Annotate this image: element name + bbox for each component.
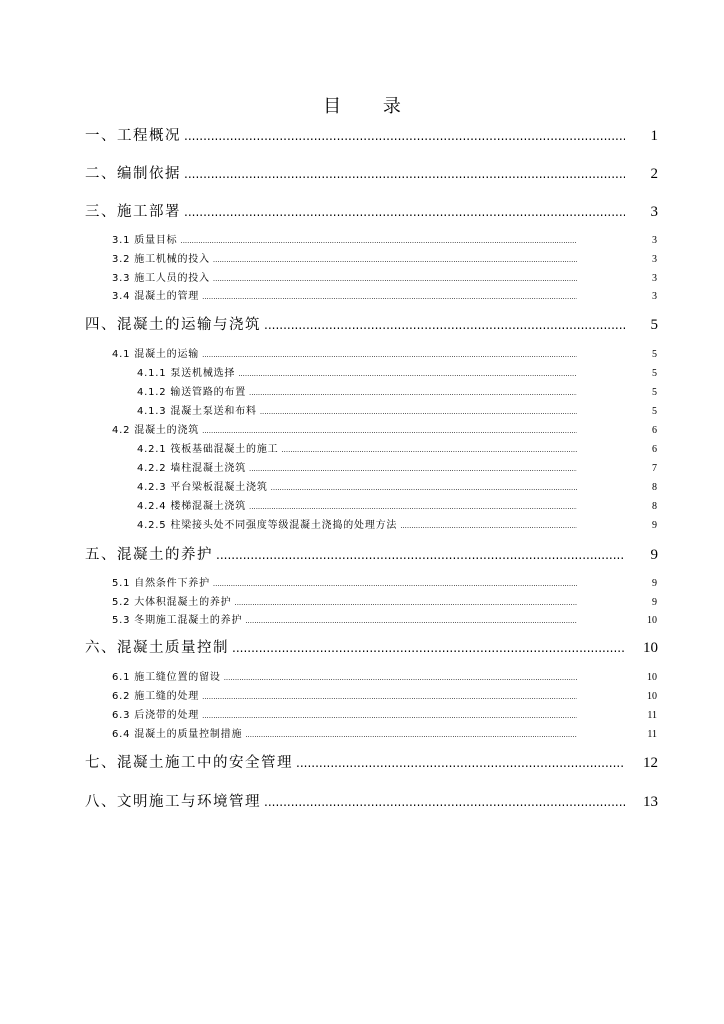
toc-leader xyxy=(245,617,577,625)
toc-leader xyxy=(202,351,577,359)
toc-leader xyxy=(184,129,625,143)
toc-page-number: 5 xyxy=(652,387,657,398)
toc-entry[interactable] xyxy=(137,497,657,512)
toc-entry-label: 6.4 混凝土的质量控制措施 xyxy=(112,729,243,740)
toc-entry-label: 5.3 冬期施工混凝土的养护 xyxy=(112,615,243,626)
toc-entry-label: 七、混凝土施工中的安全管理 xyxy=(85,755,293,771)
toc-entry-label: 4.1.1 泵送机械选择 xyxy=(137,368,236,379)
toc-page-number: 10 xyxy=(647,672,657,683)
toc-leader xyxy=(400,522,577,530)
toc-leader xyxy=(213,580,577,588)
toc-page-number: 3 xyxy=(652,254,657,265)
toc-entry[interactable] xyxy=(85,751,658,772)
toc-page-number: 11 xyxy=(647,710,657,721)
toc-entry-label: 4.2.5 柱梁接头处不同强度等级混凝土浇捣的处理方法 xyxy=(137,520,398,531)
toc-entry[interactable] xyxy=(112,706,657,721)
toc-leader xyxy=(260,408,577,416)
toc-entry-label: 八、文明施工与环境管理 xyxy=(85,794,261,810)
toc-entry[interactable] xyxy=(112,231,657,246)
toc-entry-label: 4.2.2 墙柱混凝土浇筑 xyxy=(137,463,247,474)
toc-page-number: 5 xyxy=(652,406,657,417)
toc-entry-label: 5.1 自然条件下养护 xyxy=(112,578,210,589)
toc-page-number: 2 xyxy=(650,166,658,182)
toc-entry[interactable] xyxy=(112,250,657,265)
toc-entry-label: 4.2.3 平台梁板混凝土浇筑 xyxy=(137,482,268,493)
toc-page-number: 7 xyxy=(652,463,657,474)
toc-entry-label: 3.3 施工人员的投入 xyxy=(112,273,210,284)
toc-entry[interactable] xyxy=(112,725,657,740)
toc-page-number: 5 xyxy=(652,349,657,360)
toc-page-number: 9 xyxy=(652,578,657,589)
toc-entry[interactable] xyxy=(137,402,657,417)
toc-entry[interactable] xyxy=(137,516,657,531)
toc-page-number: 12 xyxy=(643,755,658,771)
toc-page-number: 11 xyxy=(647,729,657,740)
toc-leader xyxy=(202,427,577,435)
toc-entry[interactable] xyxy=(137,440,657,455)
toc-leader xyxy=(249,465,577,473)
toc-entry-label: 六、混凝土质量控制 xyxy=(85,640,229,656)
toc-page-number: 13 xyxy=(643,794,658,810)
toc-leader xyxy=(202,293,577,301)
toc-entry-label: 4.1.2 输送管路的布置 xyxy=(137,387,247,398)
toc-entry-label: 一、工程概况 xyxy=(85,128,181,144)
toc-entry-label: 4.1.3 混凝土泵送和布料 xyxy=(137,406,257,417)
toc-leader xyxy=(184,205,625,219)
toc-entry[interactable] xyxy=(112,269,657,284)
toc-entry[interactable] xyxy=(112,574,657,589)
toc-page-number: 10 xyxy=(647,691,657,702)
toc-entry[interactable] xyxy=(112,687,657,702)
toc-entry-label: 三、施工部署 xyxy=(85,204,181,220)
toc-page-number: 9 xyxy=(652,520,657,531)
toc-entry[interactable] xyxy=(112,668,657,683)
toc-page-number: 5 xyxy=(650,317,658,333)
toc-leader xyxy=(249,389,577,397)
toc-entry[interactable] xyxy=(137,459,657,474)
toc-leader xyxy=(281,446,577,454)
toc-entry-label: 6.1 施工缝位置的留设 xyxy=(112,672,221,683)
toc-entry-label: 5.2 大体积混凝土的养护 xyxy=(112,597,232,608)
toc-entry-label: 6.2 施工缝的处理 xyxy=(112,691,200,702)
toc-page-number: 3 xyxy=(652,235,657,246)
toc-leader xyxy=(184,167,625,181)
toc-entry[interactable] xyxy=(85,543,658,564)
toc-page-number: 1 xyxy=(650,128,658,144)
toc-leader xyxy=(213,275,577,283)
toc-entry-label: 4.2.1 筏板基础混凝土的施工 xyxy=(137,444,279,455)
toc-leader xyxy=(271,484,577,492)
toc-leader xyxy=(202,712,577,720)
toc-entry-label: 4.2 混凝土的浇筑 xyxy=(112,425,200,436)
toc-entry-label: 6.3 后浇带的处理 xyxy=(112,710,200,721)
toc-entry[interactable] xyxy=(85,162,658,183)
toc-leader xyxy=(180,237,577,245)
toc-entry-label: 3.4 混凝土的管理 xyxy=(112,291,200,302)
toc-page-number: 8 xyxy=(652,501,657,512)
toc-entry[interactable] xyxy=(112,345,657,360)
toc-leader xyxy=(202,693,577,701)
toc-entry-label: 3.2 施工机械的投入 xyxy=(112,254,210,265)
toc-leader xyxy=(234,599,577,607)
toc-entry-label: 4.2.4 楼梯混凝土浇筑 xyxy=(137,501,247,512)
toc-entry[interactable] xyxy=(85,636,658,657)
toc-entry[interactable] xyxy=(137,364,657,379)
toc-leader xyxy=(249,503,577,511)
toc-entry[interactable] xyxy=(112,287,657,302)
toc-leader xyxy=(216,548,625,562)
toc-entry[interactable] xyxy=(85,790,658,811)
toc-entry[interactable] xyxy=(112,421,657,436)
toc-leader xyxy=(264,318,625,332)
toc-page-number: 8 xyxy=(652,482,657,493)
toc-entry[interactable] xyxy=(85,124,658,145)
toc-entry[interactable] xyxy=(112,593,657,608)
toc-entry-label: 五、混凝土的养护 xyxy=(85,547,213,563)
toc-page-number: 3 xyxy=(652,291,657,302)
toc-page-number: 10 xyxy=(643,640,658,656)
toc-leader xyxy=(224,674,577,682)
toc-page-number: 3 xyxy=(650,204,658,220)
toc-page-number: 3 xyxy=(652,273,657,284)
toc-entry[interactable] xyxy=(85,200,658,221)
toc-leader xyxy=(232,641,625,655)
toc-entry[interactable] xyxy=(137,478,657,493)
toc-entry-label: 3.1 质量目标 xyxy=(112,235,178,246)
toc-entry-label: 4.1 混凝土的运输 xyxy=(112,349,200,360)
toc-leader xyxy=(213,256,577,264)
toc-page-number: 9 xyxy=(652,597,657,608)
toc-leader xyxy=(264,795,625,809)
toc-page-number: 10 xyxy=(647,615,657,626)
page-title: 目 录 xyxy=(323,96,419,117)
toc-page-number: 6 xyxy=(652,425,657,436)
toc-leader xyxy=(296,756,625,770)
toc-page-number: 6 xyxy=(652,444,657,455)
toc-page-number: 5 xyxy=(652,368,657,379)
toc-entry[interactable] xyxy=(85,313,658,334)
toc-entry[interactable] xyxy=(112,611,657,626)
toc-entry-label: 四、混凝土的运输与浇筑 xyxy=(85,317,261,333)
toc-leader xyxy=(238,370,577,378)
toc-leader xyxy=(245,731,577,739)
toc-entry[interactable] xyxy=(137,383,657,398)
toc-page-number: 9 xyxy=(650,547,658,563)
toc-entry-label: 二、编制依据 xyxy=(85,166,181,182)
